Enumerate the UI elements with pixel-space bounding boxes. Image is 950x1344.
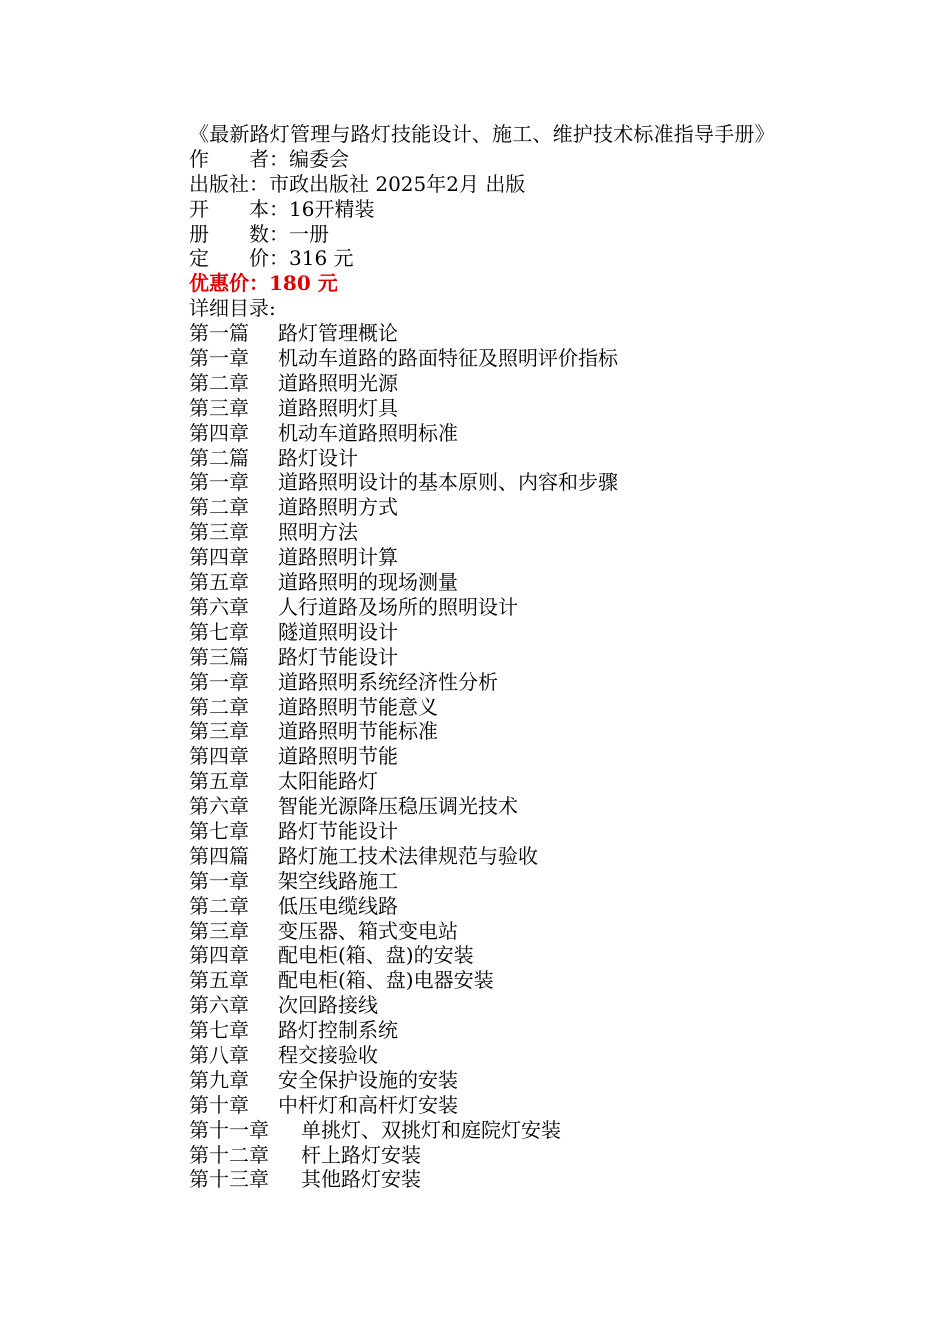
meta-label: 定 价：: [189, 246, 289, 271]
toc-entry-title: 隧道照明设计: [278, 619, 398, 644]
toc-entry: [145, 1167, 825, 1192]
toc-entry-number: 第二章: [189, 694, 249, 719]
toc-entry-number: 第一章: [189, 669, 249, 694]
toc-entry-title: 安全保护设施的安装: [278, 1067, 458, 1092]
toc-entry: [145, 1118, 825, 1143]
toc-entry: [145, 645, 825, 670]
toc-entry-title: 道路照明光源: [278, 370, 398, 395]
toc-entry: [145, 844, 825, 869]
toc-entry-number: 第六章: [189, 594, 249, 619]
toc-entry-title: 配电柜(箱、盘)电器安装: [278, 968, 494, 993]
toc-entry: [145, 470, 825, 495]
meta-value: 一册: [289, 221, 329, 246]
toc-entry-number: 第二篇: [189, 445, 249, 470]
toc-entry-number: 第一篇: [189, 321, 249, 346]
document-content: [145, 122, 825, 1192]
toc-entry-number: 第二章: [189, 495, 249, 520]
meta-label: 出版社：: [189, 171, 269, 196]
toc-entry-title: 机动车道路的路面特征及照明评价指标: [278, 346, 618, 371]
toc-entry-title: 中杆灯和高杆灯安装: [278, 1092, 458, 1117]
toc-entry-title: 智能光源降压稳压调光技术: [278, 794, 518, 819]
sale-price-label: 优惠价：: [189, 271, 269, 296]
toc-entry: [145, 943, 825, 968]
toc-entry: [145, 1018, 825, 1043]
toc-entry: [145, 869, 825, 894]
book-title: 《最新路灯管理与路灯技能设计、施工、维护技术标准指导手册》: [189, 122, 775, 146]
toc-entry-number: 第十三章: [189, 1167, 269, 1192]
toc-entry-title: 道路照明方式: [278, 495, 398, 520]
toc-entry-title: 道路照明系统经济性分析: [278, 669, 498, 694]
toc-entry-number: 第一章: [189, 346, 249, 371]
meta-value: 16开精装: [289, 196, 375, 221]
toc-entry-title: 其他路灯安装: [301, 1167, 421, 1192]
toc-entry: [145, 695, 825, 720]
toc-entry-title: 变压器、箱式变电站: [278, 918, 458, 943]
toc-entry-title: 照明方法: [278, 520, 358, 545]
meta-volumes: [145, 222, 825, 247]
toc-entry-title: 机动车道路照明标准: [278, 420, 458, 445]
meta-label: 作 者：: [189, 146, 289, 171]
toc-entry-number: 第六章: [189, 794, 249, 819]
toc-entry-number: 第二章: [189, 893, 249, 918]
toc-entry-title: 道路照明节能意义: [278, 694, 438, 719]
toc-entry-number: 第六章: [189, 993, 249, 1018]
toc-entry: [145, 371, 825, 396]
toc-entry-title: 道路照明计算: [278, 545, 398, 570]
meta-publisher: [145, 172, 825, 197]
toc-entry-title: 路灯设计: [278, 445, 358, 470]
toc-entry-number: 第九章: [189, 1067, 249, 1092]
toc-entry: [145, 570, 825, 595]
toc-entry-title: 次回路接线: [278, 993, 378, 1018]
toc-entry-title: 道路照明设计的基本原则、内容和步骤: [278, 470, 618, 495]
toc-entry: [145, 446, 825, 471]
toc-entry: [145, 670, 825, 695]
toc-entry-number: 第三章: [189, 395, 249, 420]
toc-entry-number: 第二章: [189, 370, 249, 395]
toc-entry-title: 人行道路及场所的照明设计: [278, 594, 518, 619]
table-of-contents: [145, 321, 825, 1192]
sale-price: [145, 271, 825, 296]
toc-entry-title: 路灯节能设计: [278, 644, 398, 669]
toc-entry: [145, 346, 825, 371]
toc-entry: [145, 1143, 825, 1168]
meta-author: [145, 147, 825, 172]
meta-value: 市政出版社 2025年2月 出版: [269, 171, 526, 196]
toc-entry: [145, 421, 825, 446]
toc-entry-number: 第三章: [189, 520, 249, 545]
toc-entry: [145, 769, 825, 794]
toc-entry-title: 杆上路灯安装: [301, 1142, 421, 1167]
toc-entry: [145, 396, 825, 421]
toc-entry: [145, 919, 825, 944]
toc-entry-title: 道路照明节能: [278, 744, 398, 769]
toc-entry-number: 第八章: [189, 1042, 249, 1067]
toc-entry-title: 道路照明节能标准: [278, 719, 438, 744]
toc-entry-number: 第五章: [189, 769, 249, 794]
toc-entry: [145, 794, 825, 819]
toc-entry-number: 第五章: [189, 968, 249, 993]
toc-entry-title: 低压电缆线路: [278, 893, 398, 918]
toc-entry-number: 第七章: [189, 818, 249, 843]
toc-entry-title: 路灯控制系统: [278, 1018, 398, 1043]
toc-entry: [145, 321, 825, 346]
toc-entry: [145, 993, 825, 1018]
toc-entry-number: 第三篇: [189, 644, 249, 669]
toc-entry-number: 第三章: [189, 719, 249, 744]
toc-entry: [145, 968, 825, 993]
meta-format: [145, 197, 825, 222]
meta-list-price: [145, 246, 825, 271]
toc-entry: [145, 819, 825, 844]
meta-value: 编委会: [289, 146, 349, 171]
toc-entry: [145, 1093, 825, 1118]
toc-entry-number: 第七章: [189, 1018, 249, 1043]
toc-entry: [145, 595, 825, 620]
toc-entry-number: 第四篇: [189, 843, 249, 868]
toc-entry: [145, 545, 825, 570]
toc-entry-title: 道路照明的现场测量: [278, 570, 458, 595]
toc-entry: [145, 495, 825, 520]
toc-entry-number: 第十章: [189, 1092, 249, 1117]
toc-heading: 详细目录:: [189, 296, 276, 321]
toc-entry: [145, 894, 825, 919]
toc-entry: [145, 620, 825, 645]
toc-entry-number: 第四章: [189, 744, 249, 769]
toc-entry-number: 第一章: [189, 470, 249, 495]
toc-entry-title: 路灯管理概论: [278, 321, 398, 346]
toc-entry-number: 第七章: [189, 619, 249, 644]
toc-entry-number: 第四章: [189, 545, 249, 570]
toc-entry: [145, 1043, 825, 1068]
toc-entry-title: 单挑灯、双挑灯和庭院灯安装: [301, 1117, 561, 1142]
toc-entry-title: 道路照明灯具: [278, 395, 398, 420]
sale-price-value: 180 元: [269, 271, 338, 296]
meta-value: 316 元: [289, 246, 354, 271]
toc-entry-title: 程交接验收: [278, 1042, 378, 1067]
toc-entry-number: 第三章: [189, 918, 249, 943]
meta-label: 开 本：: [189, 196, 289, 221]
toc-entry-title: 路灯施工技术法律规范与验收: [278, 843, 538, 868]
toc-entry-number: 第四章: [189, 420, 249, 445]
toc-entry-title: 配电柜(箱、盘)的安装: [278, 943, 474, 968]
toc-entry: [145, 520, 825, 545]
toc-entry-number: 第五章: [189, 570, 249, 595]
toc-entry-number: 第十一章: [189, 1117, 269, 1142]
toc-entry-title: 架空线路施工: [278, 868, 398, 893]
toc-entry: [145, 719, 825, 744]
toc-entry-number: 第四章: [189, 943, 249, 968]
toc-entry-number: 第十二章: [189, 1142, 269, 1167]
toc-entry-title: 路灯节能设计: [278, 818, 398, 843]
toc-entry: [145, 1068, 825, 1093]
toc-entry: [145, 744, 825, 769]
toc-entry-title: 太阳能路灯: [278, 769, 378, 794]
toc-entry-number: 第一章: [189, 868, 249, 893]
meta-label: 册 数：: [189, 221, 289, 246]
